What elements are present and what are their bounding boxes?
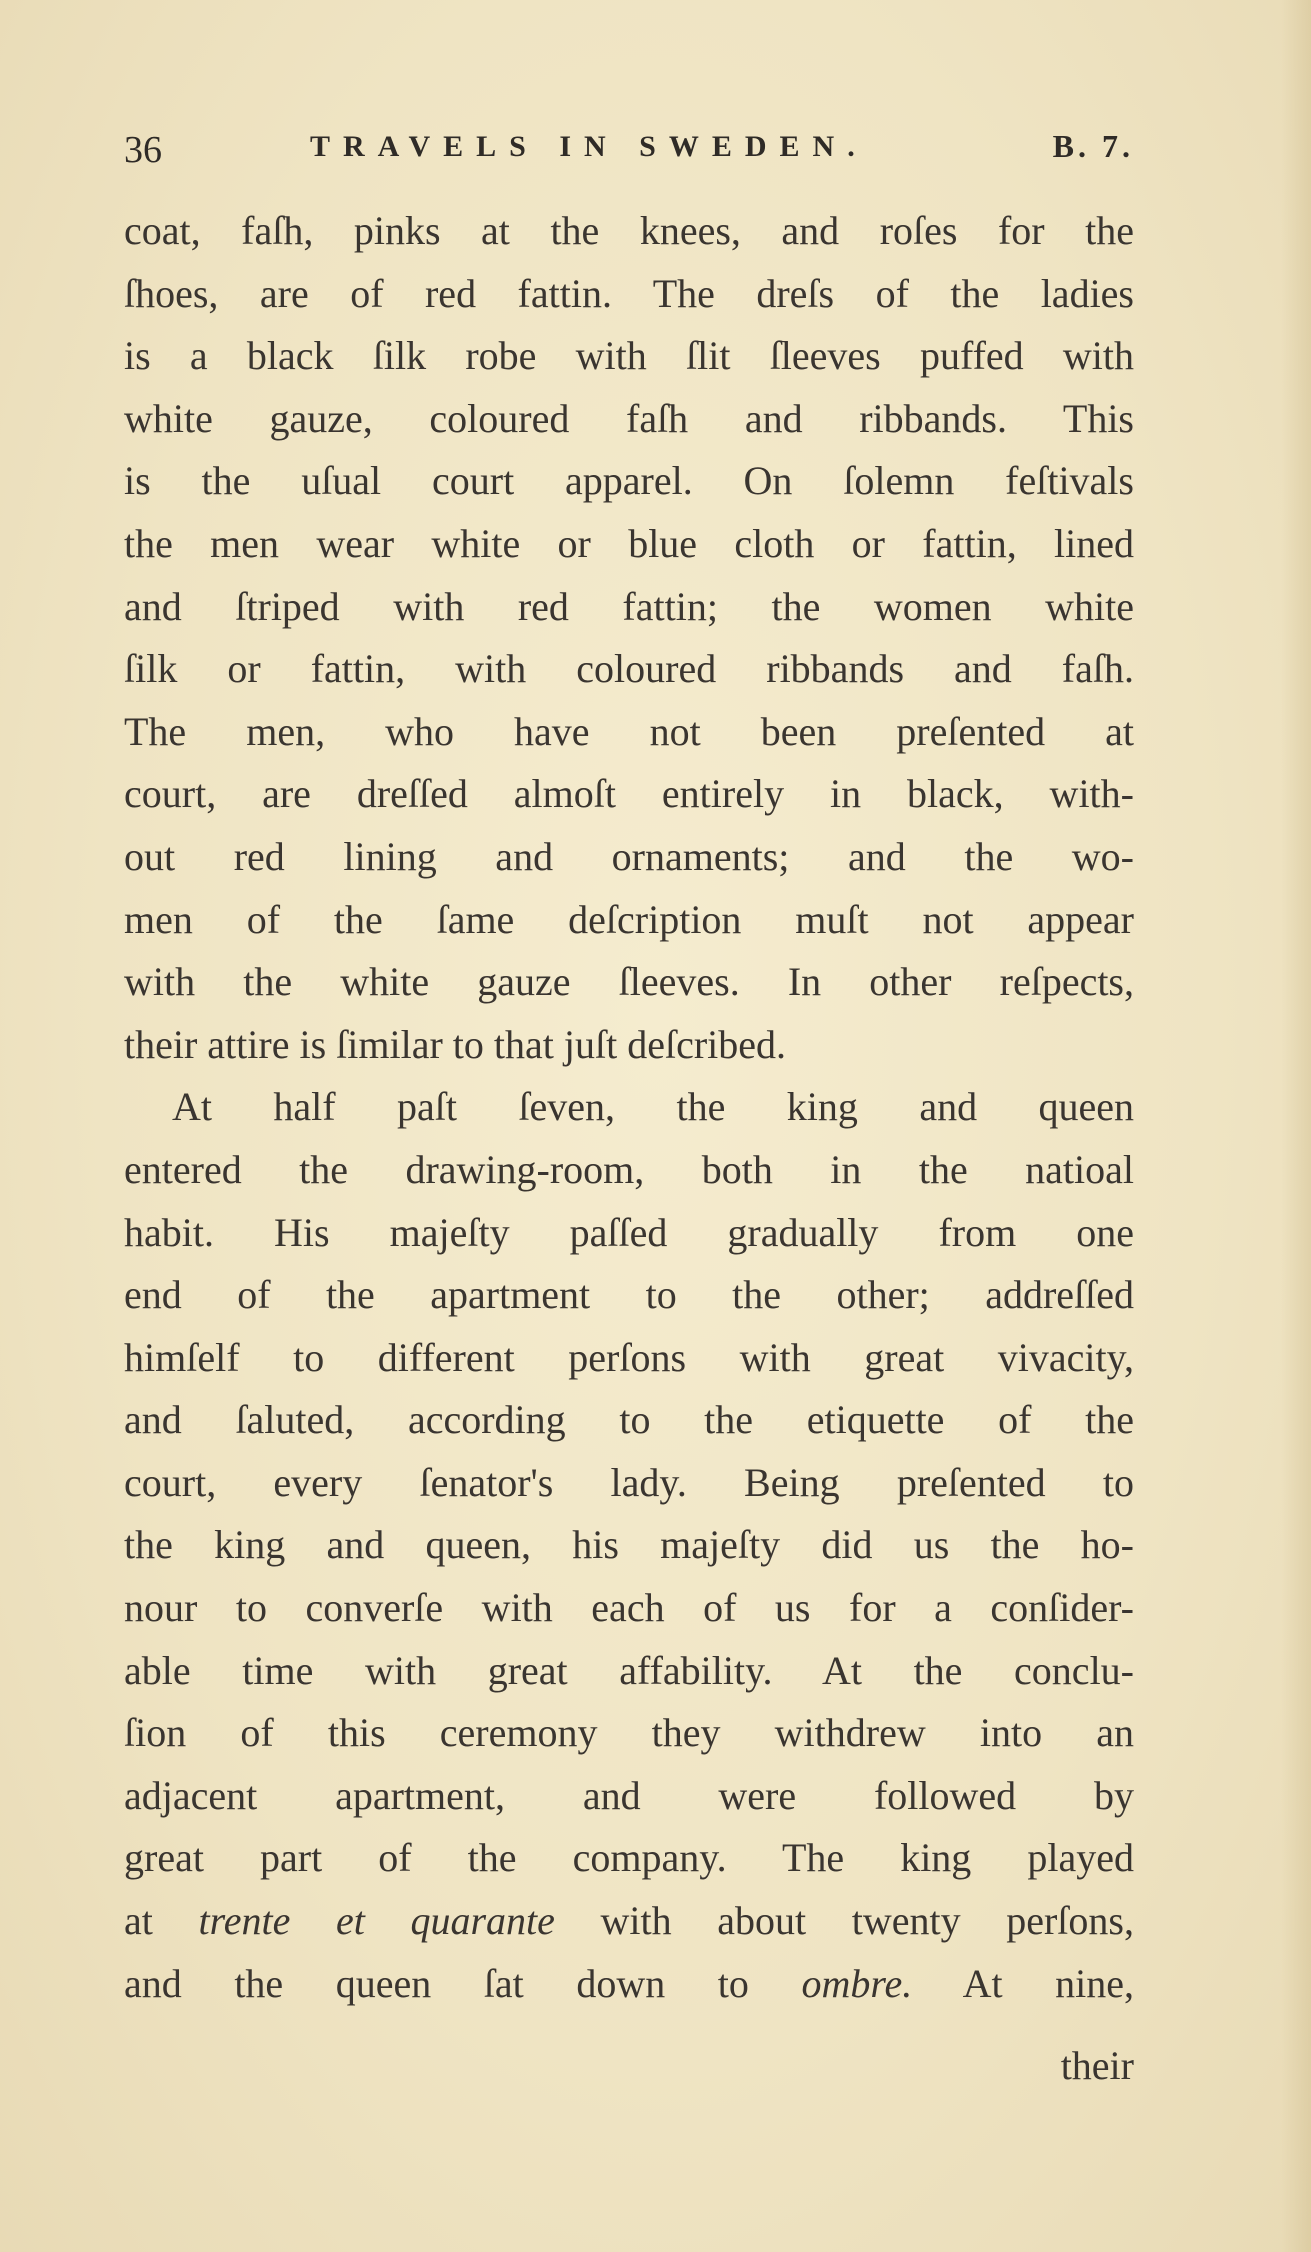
catchword: their [1060, 2043, 1134, 2088]
text-line: the men wear white or blue cloth or fattin, lined [124, 520, 1134, 566]
text-line: men of the ſame deſcription muſt not appear [124, 896, 1134, 942]
text-line-with-italic [124, 1953, 1134, 2016]
text-line-with-italic [124, 1890, 1134, 1953]
text-line: out red lining and ornaments; and the wo- [124, 833, 1134, 879]
text-line: court, every ſenator's lady. Being preſented to [124, 1459, 1134, 1505]
text-line: ſilk or fattin, with coloured ribbands and faſh. [124, 646, 1134, 692]
text-line: ſhoes, are of red fattin. The dreſs of the ladies [124, 270, 1134, 316]
text-line: entered the drawing-room, both in the natioal [124, 1146, 1134, 1192]
text-line: himſelf to different perſons with great vivacity, [124, 1334, 1134, 1380]
page-number: 36 [124, 129, 162, 171]
running-title: TRAVELS IN SWEDEN. [310, 130, 868, 163]
final-line-post: At nine, [912, 1960, 1134, 2006]
text-line: is the uſual court apparel. On ſolemn feſtivals [124, 458, 1134, 504]
paragraph-end-line: their attire is ſimilar to that juſt deſcribed. [124, 1021, 787, 1067]
text-line: and ſtriped with red fattin; the women white [124, 583, 1134, 629]
italic-line-post: with about twenty perſons, [554, 1898, 1134, 1944]
text-line: end of the apartment to the other; addreſſed [124, 1272, 1134, 1318]
text-line: adjacent apartment, and were followed by [124, 1772, 1134, 1818]
paragraph-start-line: At half paſt ſeven, the king and queen [172, 1084, 1134, 1130]
italic-line-pre: at [124, 1898, 199, 1944]
text-line: The men, who have not been preſented at [124, 708, 1134, 754]
text-line: ſion of this ceremony they withdrew into an [124, 1710, 1134, 1756]
text-line: with the white gauze ſleeves. In other reſpects, [124, 959, 1134, 1005]
text-line: habit. His majeſty paſſed gradually from one [124, 1209, 1134, 1255]
book-reference: B. 7. [1052, 128, 1134, 164]
text-line: coat, faſh, pinks at the knees, and roſes for the [124, 208, 1134, 253]
text-line: is a black ſilk robe with ſlit ſleeves puffed with [124, 333, 1134, 379]
text-line: and ſaluted, according to the etiquette of the [124, 1397, 1134, 1443]
italic-phrase: trente et quarante [198, 1898, 555, 1944]
text-line: court, are dreſſed almoſt entirely in black, with- [124, 771, 1134, 817]
body-text [124, 200, 1134, 2015]
text-line: white gauze, coloured faſh and ribbands. This [124, 395, 1134, 441]
italic-word: ombre. [801, 1960, 913, 2006]
page-edge-shadow [1281, 0, 1311, 2252]
final-line-pre: and the queen ſat down to [124, 1960, 802, 2006]
text-line: able time with great affability. At the conclu- [124, 1647, 1134, 1693]
text-line: the king and queen, his majeſty did us the ho- [124, 1522, 1134, 1568]
running-header [124, 128, 1134, 178]
text-line: great part of the company. The king played [124, 1835, 1134, 1881]
text-line: nour to converſe with each of us for a conſider- [124, 1585, 1134, 1631]
